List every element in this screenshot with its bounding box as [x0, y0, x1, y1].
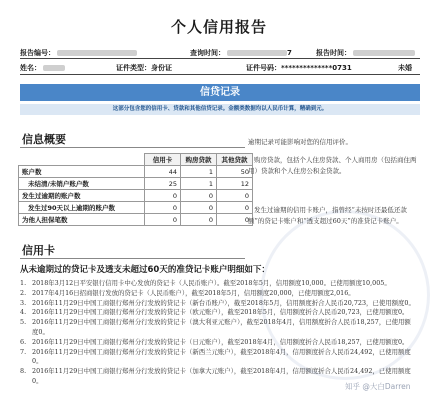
id-type-field: 证件类型：身份证 [116, 64, 172, 72]
redacted-report-no [57, 50, 137, 56]
table-cell: 44 [145, 166, 181, 178]
table-cell: 12 [217, 178, 253, 190]
table-cell: 1 [181, 178, 217, 190]
summary-table [18, 153, 253, 226]
item-text: 2017年4月16日招商银行发放的贷记卡（人民币账户），截至2018年5月，信用额度20,000，已使用额度2,016。 [32, 288, 355, 297]
marital-status: 未婚 [398, 64, 412, 72]
item-index: 6. [20, 337, 27, 346]
table-row [19, 178, 253, 190]
report-time-field [316, 48, 415, 58]
report-no-label: 报告编号： [20, 49, 55, 57]
item-text: 2016年11月29日中国工商银行郑州分行发放的贷记卡（澳大利亚元账户），截至2018年4月，信用额度折合人民币18,257，已使用额度0。 [32, 318, 411, 336]
query-time-field [190, 48, 292, 58]
note-overdue-impact: 逾期记录可能影响对您的信用评价。 [248, 138, 352, 146]
divider [20, 58, 420, 59]
name-field [20, 63, 65, 73]
table-cell: 0 [181, 214, 217, 226]
table-row [19, 202, 253, 214]
note-overdue-card-definition: 发生过逾期的信用卡账户，指曾经“未按时还最低还款额”的贷记卡账户和“透支超过60天”的准贷记卡账户。 [248, 206, 407, 225]
table-cell: 0 [145, 214, 181, 226]
table-cell: 1 [181, 166, 217, 178]
item-index: 4. [20, 308, 27, 317]
table-cell: 0 [217, 202, 253, 214]
row-label: 账户数 [19, 166, 145, 178]
query-time-label: 查询时间： [190, 49, 225, 57]
table-cell: 0 [145, 190, 181, 202]
table-row [19, 214, 253, 226]
column-header: 其他贷款 [217, 154, 253, 166]
source-credit: 知乎 @大白Darren [345, 382, 411, 391]
list-item [20, 279, 415, 289]
list-item [20, 338, 415, 348]
table-cell: 50 [217, 166, 253, 178]
summary-underline [20, 147, 245, 148]
list-item [20, 308, 415, 318]
table-corner [19, 154, 145, 166]
item-index: 7. [20, 347, 27, 356]
item-index: 1. [20, 279, 27, 287]
report-title: 个人信用报告 [170, 18, 267, 36]
credit-records-banner: 信贷记录 [20, 84, 420, 101]
name-label: 姓名： [20, 64, 41, 72]
row-label: 未结清/未销户账户数 [19, 178, 145, 190]
table-row [19, 190, 253, 202]
credit-records-note: 这部分包含您的信用卡、贷款和其他信贷记录。金额类数据均以人民币计算，精确到元。 [20, 104, 420, 115]
item-index: 3. [20, 298, 27, 307]
redacted-query-time [227, 50, 287, 56]
divider [20, 74, 420, 75]
redacted-report-time [353, 50, 415, 56]
table-cell: 0 [217, 214, 253, 226]
table-cell: 0 [145, 202, 181, 214]
credit-card-section-title: 信用卡 [22, 244, 55, 257]
id-no-label: 证件号码： [246, 64, 281, 72]
report-time-label: 报告时间： [316, 49, 351, 57]
item-text: 2016年11月29日中国工商银行郑州分行发放的贷记卡（新西兰元账户），截至2018年4月，信用额度折合人民币24,492，已使用额度0。 [32, 347, 411, 366]
note-mortgage-definition: 购房贷款，包括个人住房贷款、个人商用房（包括商住两用）贷款和个人住房公积金贷款。 [248, 156, 417, 175]
item-text: 2016年11月29日中国工商银行郑州分行发放的贷记卡（新台币账户），截至2018年5月，信用额度折合人民币20,723，已使用额度0。 [32, 298, 415, 307]
column-header: 购房贷款 [181, 154, 217, 166]
table-row [19, 166, 253, 178]
redacted-name [43, 65, 65, 71]
item-text: 2016年11月29日中国工商银行郑州分行发放的贷记卡（日元账户），截至2018年4月，信用额度折合人民币18,257，已使用额度0。 [32, 337, 409, 346]
row-label: 发生过90天以上逾期的账户数 [19, 202, 145, 214]
table-cell: 0 [181, 190, 217, 202]
table-cell: 25 [145, 178, 181, 190]
credit-card-detail-title: 从未逾期过的贷记卡及透支未超过60天的准贷记卡账户明细如下： [20, 265, 270, 275]
item-text: 2016年11月29日中国工商银行郑州分行发放的贷记卡（欧元账户），截至2018年5月，信用额度折合人民币20,723，已使用额度0。 [32, 308, 409, 317]
list-item [20, 318, 415, 338]
table-header-row [19, 154, 253, 166]
column-header: 信用卡 [145, 154, 181, 166]
credit-card-underline [20, 258, 245, 259]
list-item [20, 348, 415, 368]
query-time-suffix: 7 [287, 49, 292, 57]
list-item [20, 289, 415, 299]
item-index: 8. [20, 367, 27, 376]
report-no-field [20, 48, 137, 58]
id-no-field [246, 63, 352, 73]
summary-section-title: 信息概要 [22, 133, 66, 146]
item-text: 2018年3月12日平安银行信用卡中心发放的贷记卡（人民币账户）。截至2018年5月，信用额度10,000。已使用额度10,005。 [32, 279, 391, 287]
table-cell: 0 [217, 190, 253, 202]
row-label: 为他人担保笔数 [19, 214, 145, 226]
table-cell: 0 [181, 202, 217, 214]
list-item [20, 299, 415, 309]
id-no-value: **************0731 [281, 64, 352, 72]
item-index: 2. [20, 288, 27, 297]
row-label: 发生过逾期的账户数 [19, 190, 145, 202]
item-text: 2016年11月29日中国工商银行郑州分行发放的贷记卡（加拿大元账户），截至2018年4月，信用额度折合人民币24,492，已使用额度0。 [32, 367, 411, 385]
credit-card-list [20, 279, 415, 387]
item-index: 5. [20, 318, 27, 327]
